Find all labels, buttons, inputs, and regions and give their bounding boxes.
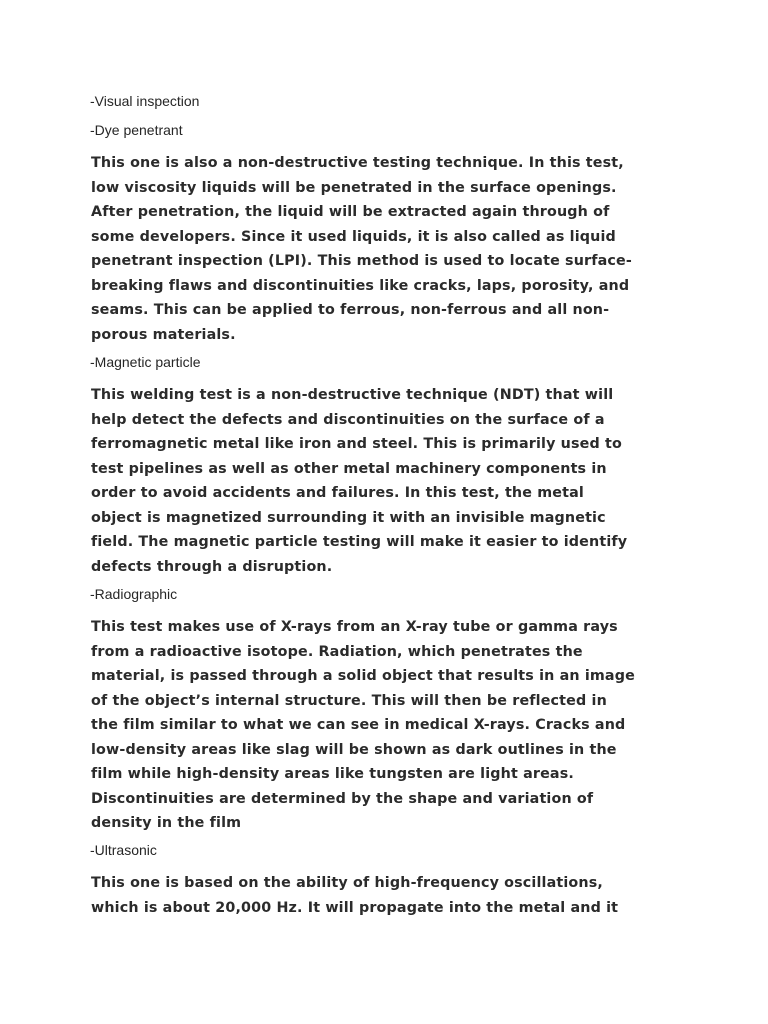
paragraph-line: This one is based on the ability of high-frequency oscillations, bbox=[91, 875, 603, 891]
paragraph-line: field. The magnetic particle testing will make it easier to identify bbox=[91, 534, 628, 550]
paragraph-dye-penetrant bbox=[91, 151, 691, 347]
paragraph-line: of the object’s internal structure. This will then be reflected in bbox=[91, 692, 607, 709]
paragraph-line: order to avoid accidents and failures. In this test, the metal bbox=[91, 485, 584, 501]
paragraph-line: This test makes use of X-rays from an X-ray tube or gamma rays bbox=[91, 619, 618, 635]
paragraph-line: penetrant inspection (LPI). This method is used to locate surface- bbox=[91, 253, 632, 269]
paragraph-line: Discontinuities are determined by the shape and variation of bbox=[91, 790, 594, 807]
section-heading-ultrasonic: -Ultrasonic bbox=[90, 842, 157, 858]
paragraph-line: seams. This can be applied to ferrous, non-ferrous and all non- bbox=[91, 302, 610, 318]
section-heading-magnetic-particle: -Magnetic particle bbox=[90, 354, 201, 370]
paragraph-line: low viscosity liquids will be penetrated in the surface openings. bbox=[91, 179, 617, 196]
paragraph-line: material, is passed through a solid object that results in an image bbox=[91, 668, 635, 684]
paragraph-line: low-density areas like slag will be shown as dark outlines in the bbox=[91, 741, 617, 758]
section-heading-visual-inspection: -Visual inspection bbox=[90, 93, 200, 109]
paragraph-line: some developers. Since it used liquids, it is also called as liquid bbox=[91, 228, 616, 245]
paragraph-line: This welding test is a non-destructive technique (NDT) that will bbox=[91, 387, 614, 403]
section-heading-dye-penetrant: -Dye penetrant bbox=[90, 122, 183, 138]
paragraph-line: breaking flaws and discontinuities like cracks, laps, porosity, and bbox=[91, 277, 630, 294]
paragraph-line: film while high-density areas like tungsten are light areas. bbox=[91, 766, 574, 782]
paragraph-radiographic bbox=[91, 615, 691, 836]
paragraph-line: After penetration, the liquid will be extracted again through of bbox=[91, 204, 610, 220]
paragraph-line: defects through a disruption. bbox=[91, 558, 333, 575]
paragraph-line: porous materials. bbox=[91, 326, 236, 343]
paragraph-line: from a radioactive isotope. Radiation, which penetrates the bbox=[91, 643, 583, 660]
paragraph-ultrasonic bbox=[91, 871, 691, 920]
paragraph-line: help detect the defects and discontinuities on the surface of a bbox=[91, 411, 605, 428]
section-heading-radiographic: -Radiographic bbox=[90, 586, 178, 602]
paragraph-line: density in the film bbox=[91, 815, 242, 831]
paragraph-line: which is about 20,000 Hz. It will propagate into the metal and it bbox=[91, 899, 619, 916]
paragraph-line: object is magnetized surrounding it with an invisible magnetic bbox=[91, 509, 606, 526]
paragraph-line: ferromagnetic metal like iron and steel. This is primarily used to bbox=[91, 436, 622, 452]
paragraph-line: This one is also a non-destructive testing technique. In this test, bbox=[91, 155, 624, 171]
paragraph-line: test pipelines as well as other metal machinery components in bbox=[91, 460, 607, 477]
paragraph-line: the film similar to what we can see in medical X-rays. Cracks and bbox=[91, 717, 626, 733]
paragraph-magnetic-particle bbox=[91, 383, 691, 579]
